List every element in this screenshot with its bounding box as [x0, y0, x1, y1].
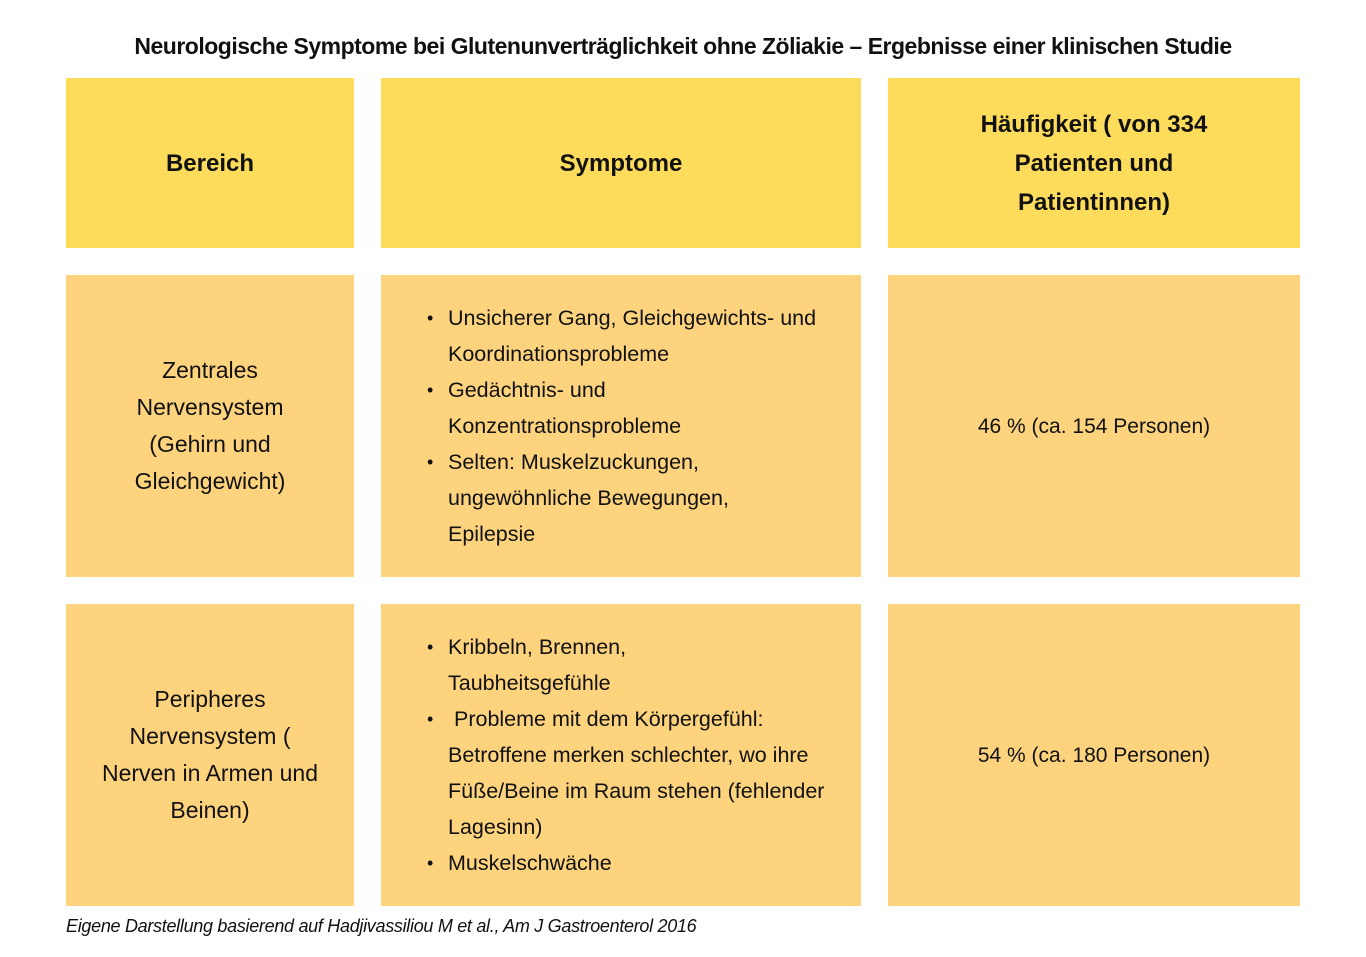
symptom-item	[427, 372, 848, 444]
bullet-icon: •	[427, 637, 434, 657]
header-label-frequency: Häufigkeit ( von 334 Patienten und Patientinnen)	[980, 110, 1208, 216]
bullet-icon: •	[427, 853, 434, 873]
symptom-item	[427, 300, 848, 372]
bullet-icon: •	[427, 380, 434, 400]
table-row-2-frequency-cell	[888, 604, 1300, 906]
frequency-value: 54 % (ca. 180 Personen)	[977, 743, 1211, 767]
symptom-text: Gedächtnis- und Konzentrationsprobleme	[448, 378, 682, 438]
bullet-icon: •	[427, 452, 434, 472]
symptom-text: Selten: Muskelzuckungen, ungewöhnliche Bewegungen, Epilepsie	[448, 450, 729, 546]
symptom-list	[381, 300, 848, 552]
table-row-1-symptoms-cell	[381, 275, 861, 577]
frequency-value: 46 % (ca. 154 Personen)	[977, 414, 1211, 438]
symptom-item	[427, 845, 848, 881]
symptom-text: Kribbeln, Brennen, Taubheitsgefühle	[448, 635, 627, 695]
header-cell-area	[66, 78, 354, 248]
header-label-symptoms: Symptome	[559, 149, 683, 177]
area-label: Zentrales Nervensystem (Gehirn und Gleichgewicht)	[134, 357, 286, 494]
table-row-1-frequency-cell	[888, 275, 1300, 577]
table-row-1-area-cell	[66, 275, 354, 577]
area-label: Peripheres Nervensystem ( Nerven in Armen und Beinen)	[101, 686, 319, 823]
symptom-list	[381, 629, 848, 881]
table-row-2-area-cell	[66, 604, 354, 906]
symptom-text: Probleme mit dem Körpergefühl: Betroffene merken schlechter, wo ihre Füße/Beine im Raum stehen (fehlender Lagesinn)	[448, 707, 831, 839]
source-footnote: Eigene Darstellung basierend auf Hadjivassiliou M et al., Am J Gastroenterol 2016	[66, 916, 697, 936]
symptom-item	[427, 629, 848, 701]
symptom-item	[427, 444, 848, 552]
header-cell-frequency	[888, 78, 1300, 248]
symptom-text: Unsicherer Gang, Gleichgewichts- und Koordinationsprobleme	[448, 306, 817, 366]
page-title: Neurologische Symptome bei Glutenunverträglichkeit ohne Zöliakie – Ergebnisse einer klinischen Studie	[134, 33, 1232, 59]
header-cell-symptoms	[381, 78, 861, 248]
bullet-icon: •	[427, 308, 434, 328]
table-row-2-symptoms-cell	[381, 604, 861, 906]
header-label-area: Bereich	[165, 149, 255, 177]
symptom-text: Muskelschwäche	[448, 851, 612, 875]
symptom-item	[427, 701, 848, 845]
bullet-icon: •	[427, 709, 434, 729]
